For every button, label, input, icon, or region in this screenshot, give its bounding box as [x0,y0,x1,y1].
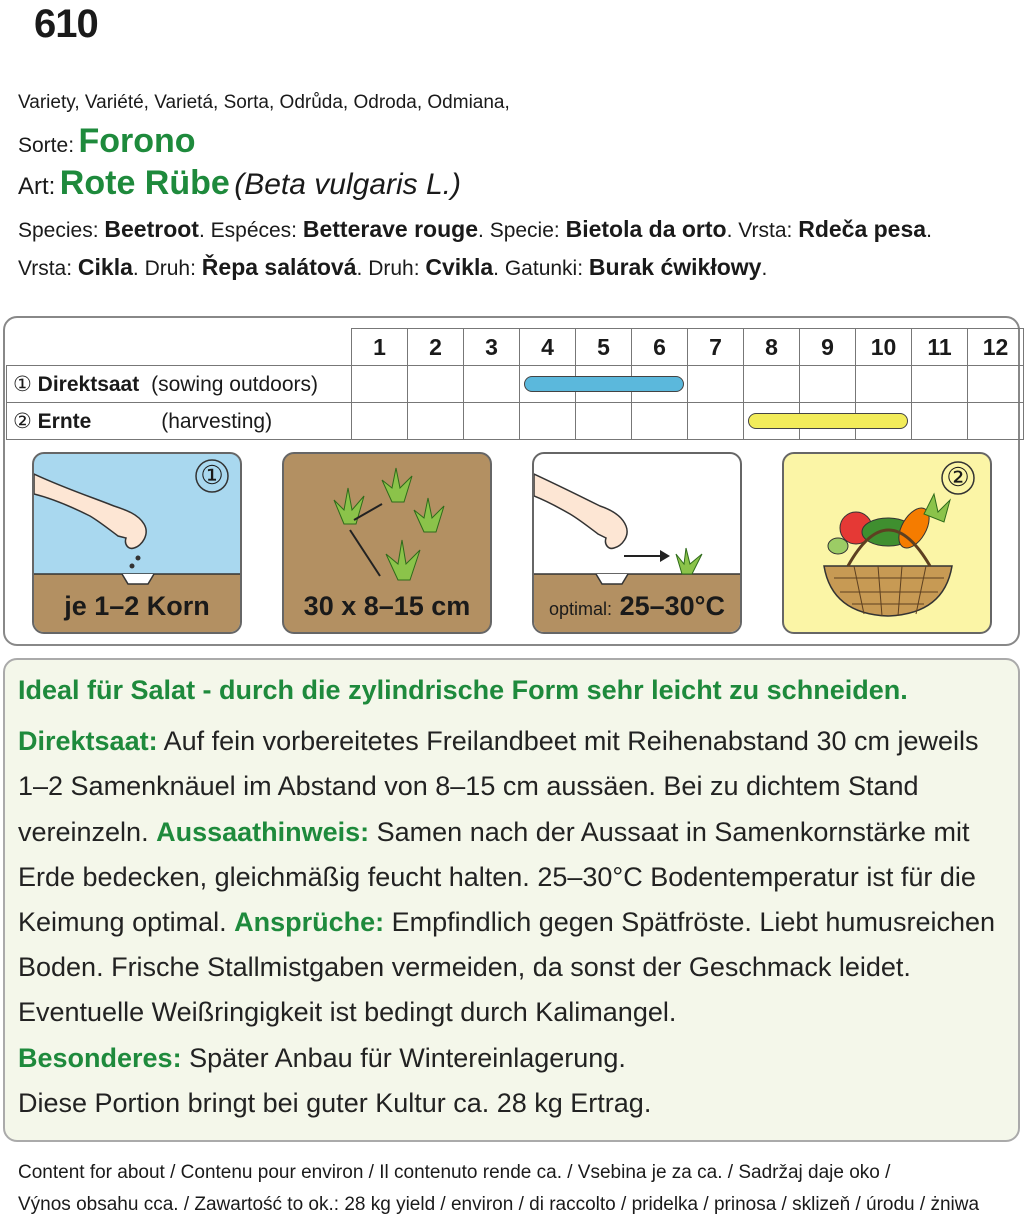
month-5: 5 [576,329,632,366]
species-value: Řepa salátová [201,254,357,280]
circled-one-marker: ① [200,460,224,490]
tile-sowing [32,452,242,634]
harvest-period-bar [748,413,908,429]
calendar-row-label [7,403,352,440]
direktsaat-text: Auf fein vorbereitetes Freilandbeet mit Reihenabstand 30 cm jeweils 1–2 Samenknäuel im Abstand von 8–15 cm aussäen. Bei zu dichtem Stand vereinzeln. [18,726,979,847]
art-line [18,164,461,203]
temperature-value: 25–30°C [619,591,725,621]
tile-harvest [782,452,992,634]
row-note: (sowing outdoors) [151,372,318,396]
species-label: Druh: [144,257,196,280]
variety-line: Variety, Variété, Varietá, Sorta, Odrůda, Odroda, Odmiana, [18,92,510,113]
species-value: Burak ćwikłowy [588,254,762,280]
footer-line-1: Content for about / Contenu pour environ / Il contenuto rende ca. / Vsebina je za ca. / Sadržaj daje oko / [18,1162,891,1183]
yield-text: Diese Portion bringt bei guter Kultur ca. 28 kg Ertrag. [18,1087,652,1118]
sorte-label: Sorte: [18,134,75,157]
footer-line-2: Výnos obsahu cca. / Zawartość to ok.: 28 kg yield / environ / di raccolto / pridelka / prinosa / sklizeň / úrodu / żniwa [18,1194,980,1215]
species-value: Cikla [77,254,133,280]
species-value: Bietola da orto [565,216,727,242]
ansprueche-text: Empfindlich gegen Spätfröste. Liebt humusreichen Boden. Frische Stallmistgaben vermeiden, da sonst der Geschmack leidet. Eventuelle Weißringigkeit ist bedingt durch Kalimangel. [18,907,996,1028]
art-label: Art: [18,173,56,200]
month-8: 8 [744,329,800,366]
month-12: 12 [968,329,1024,366]
month-4: 4 [520,329,576,366]
circled-one-marker: ① [13,372,32,396]
month-6: 6 [632,329,688,366]
species-label: Specie: [489,219,560,242]
aussaathinweis-label: Aussaathinweis: [156,816,370,847]
sowing-period-bar [524,376,684,392]
highlight-line: Ideal für Salat - durch die zylindrische Form sehr leicht zu schneiden. [18,675,908,705]
aussaathinweis-text: Samen nach der Aussaat in Samenkornstärke mit Erde bedecken, gleichmäßig feucht halten. 25–30°C Bodentemperatur ist für die Keimung optimal. [18,816,976,938]
tile-caption [534,591,740,622]
species-label: Gatunki: [504,257,584,280]
besonderes-label: Besonderes: [18,1042,182,1073]
calendar-row-label [7,366,352,403]
tile-caption: 30 x 8–15 cm [303,591,471,621]
month-7: 7 [688,329,744,366]
tile-temperature [532,452,742,634]
tile-spacing [282,452,492,634]
species-value: Cvikla [425,254,494,280]
month-10: 10 [856,329,912,366]
species-line-2: Vrsta: Cikla. Druh: Řepa salátová. Druh: Cvikla. Gatunki: Burak ćwikłowy. [18,254,768,280]
month-1: 1 [352,329,408,366]
besonderes-text: Später Anbau für Wintereinlagerung. [181,1042,626,1073]
species-label: Druh: [368,257,420,280]
ansprueche-label: Ansprüche: [234,907,385,938]
row-title: Ernte [37,409,92,433]
tile-caption: je 1–2 Korn [64,591,210,621]
art-latin: (Beta vulgaris L.) [234,168,462,201]
direktsaat-label: Direktsaat: [18,726,158,757]
species-label: Vrsta: [18,257,73,280]
month-11: 11 [912,329,968,366]
month-3: 3 [464,329,520,366]
art-value: Rote Rübe [59,164,230,202]
circled-two-marker: ② [946,462,970,492]
description-text [18,668,1008,1126]
month-2: 2 [408,329,464,366]
species-label: Vrsta: [738,219,793,242]
month-9: 9 [800,329,856,366]
species-value: Rdeča pesa [798,216,927,242]
row-note: (harvesting) [161,409,273,433]
species-label: Species: [18,219,99,242]
sorte-value: Forono [78,122,196,160]
species-label: Espéces: [210,219,298,242]
caption-small: optimal: [549,599,613,619]
species-line-1: Species: Beetroot. Espéces: Betterave rouge. Specie: Bietola da orto. Vrsta: Rdeča pesa. [18,216,932,242]
product-code: 610 [34,2,98,46]
row-title: Direktsaat [37,372,140,396]
sorte-line [18,122,196,161]
species-value: Beetroot [104,216,199,242]
species-value: Betterave rouge [302,216,478,242]
circled-two-marker: ② [13,409,32,433]
